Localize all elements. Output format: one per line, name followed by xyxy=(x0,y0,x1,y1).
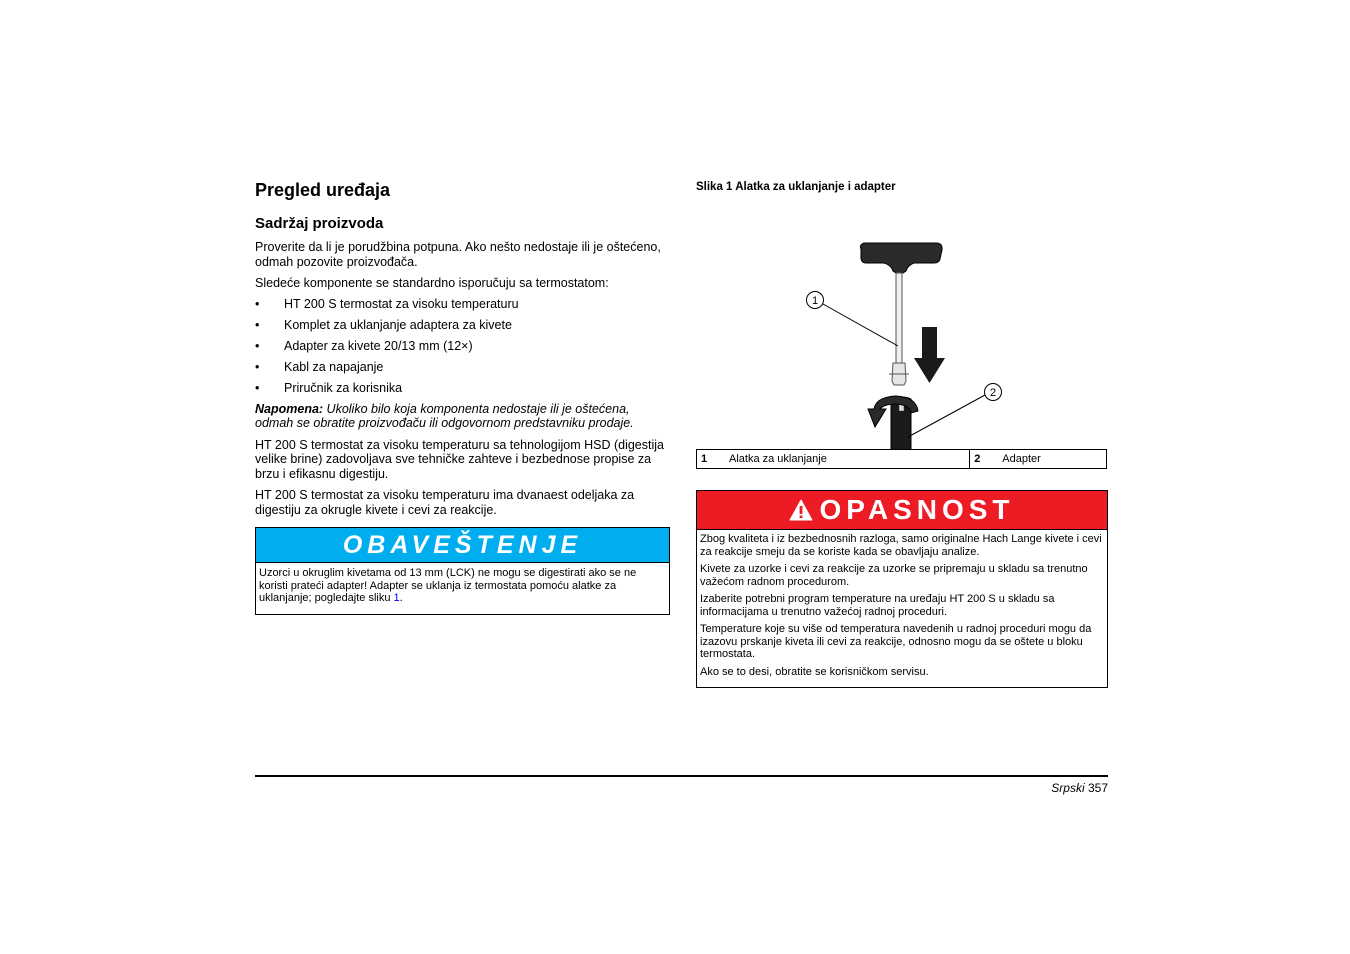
bullet-marker: • xyxy=(255,317,260,332)
bullet-marker: • xyxy=(255,359,260,374)
bullet-marker: • xyxy=(255,380,260,395)
figure-caption: Slika 1 Alatka za uklanjanje i adapter xyxy=(696,181,896,193)
note-text: Ukoliko bilo koja komponenta nedostaje ili je oštećena, odmah se obratite proizvođaču ili odgovornom predstavniku prodaje. xyxy=(255,401,634,430)
legend-label: Alatka za uklanjanje xyxy=(725,450,970,469)
paragraph-hsd: HT 200 S termostat za visoku temperaturu sa tehnologijom HSD (digestija velike brine) zadovoljava sve tehničke zahteve i bezbednose propise za brzu i efikasnu digestiju. xyxy=(255,437,664,481)
callout-number-1: 1 xyxy=(811,295,819,307)
list-item xyxy=(255,381,670,396)
figure-reference-link[interactable]: 1 xyxy=(393,592,400,604)
footer-language: Srpski xyxy=(1051,781,1085,795)
note-label: Napomena: xyxy=(255,401,324,416)
danger-box xyxy=(696,490,1108,688)
list-item-text: Adapter za kivete 20/13 mm (12×) xyxy=(284,338,473,353)
figure-legend-table xyxy=(696,449,1107,469)
paragraph-compartments: HT 200 S termostat za visoku temperaturu ima dvanaest odeljaka za digestiju za okrugle kivete i cevi za reakcije. xyxy=(255,488,635,517)
danger-header xyxy=(697,491,1107,530)
table-row xyxy=(697,450,1107,469)
danger-header-text: OPASNOST xyxy=(819,494,1015,525)
notice-body xyxy=(256,563,669,614)
footer-rule xyxy=(255,775,1108,777)
danger-paragraph: Kivete za uzorke i cevi za reakcije za uzorke se pripremaju u skladu sa trenutno važećom radnom procedurom. xyxy=(700,563,1088,588)
section-title: Pregled uređaja xyxy=(255,180,391,200)
page-number: 357 xyxy=(1087,781,1108,795)
legend-number: 2 xyxy=(970,450,999,469)
bullet-marker: • xyxy=(255,338,260,353)
notice-box xyxy=(255,527,670,615)
right-column xyxy=(696,176,1108,688)
notice-body-text: Uzorci u okruglim kivetama od 13 mm (LCK) ne mogu se digestirati ako se ne koristi prateći adapter! Adapter se uklanja iz termostata pomoću alatke za uklanjanje; pogledajte sliku xyxy=(259,567,637,604)
list-item-text: Priručnik za korisnika xyxy=(284,380,403,395)
danger-paragraph: Zbog kvaliteta i iz bezbednosnih razloga, samo originalne Hach Lange kivete i cevi za reakcije smeju da se koriste kada se obavljaju analize. xyxy=(700,533,1102,558)
left-column xyxy=(255,176,670,615)
legend-number: 1 xyxy=(697,450,726,469)
list-item xyxy=(255,339,670,354)
notice-body-end: . xyxy=(399,592,403,604)
paragraph-check-order: Proverite da li je porudžbina potpuna. Ako nešto nedostaje ili je oštećeno, odmah pozovite proizvođača. xyxy=(255,240,661,269)
figure-illustration xyxy=(696,199,1108,449)
note-paragraph xyxy=(255,402,670,431)
warning-triangle-icon xyxy=(789,499,813,521)
legend-label: Adapter xyxy=(998,450,1106,469)
tool-shaft xyxy=(896,273,902,365)
page-footer xyxy=(1051,781,1108,795)
tool-handle xyxy=(860,243,942,273)
down-arrow-icon xyxy=(914,327,945,383)
list-item xyxy=(255,360,670,375)
subsection-title: Sadržaj proizvoda xyxy=(255,215,384,232)
danger-paragraph: Ako se to desi, obratite se korisničkom servisu. xyxy=(700,665,929,678)
notice-header xyxy=(256,528,669,563)
danger-paragraph: Temperature koje su više od temperatura navedenih u radnoj proceduri mogu da izazovu prskanje kiveta ili cevi za reakcije, odnosno mogu da se oštete u bloku termostata. xyxy=(700,623,1092,660)
danger-paragraph: Izaberite potrebni program temperature na uređaju HT 200 S u skladu sa informacijama u trenutno važećoj radnoj proceduri. xyxy=(700,593,1055,618)
list-item-text: Kabl za napajanje xyxy=(284,359,384,374)
list-item xyxy=(255,297,670,312)
danger-body xyxy=(697,530,1107,687)
list-item-text: HT 200 S termostat za visoku temperaturu xyxy=(284,296,519,311)
notice-header-text: OBAVEŠTENJE xyxy=(342,530,583,559)
callout-number-2: 2 xyxy=(989,387,997,399)
list-item-text: Komplet za uklanjanje adaptera za kivete xyxy=(284,317,512,332)
list-item xyxy=(255,318,670,333)
component-list xyxy=(255,297,670,396)
paragraph-components-intro: Sledeće komponente se standardno isporučuju sa termostatom: xyxy=(255,276,609,290)
bullet-marker: • xyxy=(255,296,260,311)
removal-tool-illustration xyxy=(696,199,1108,449)
